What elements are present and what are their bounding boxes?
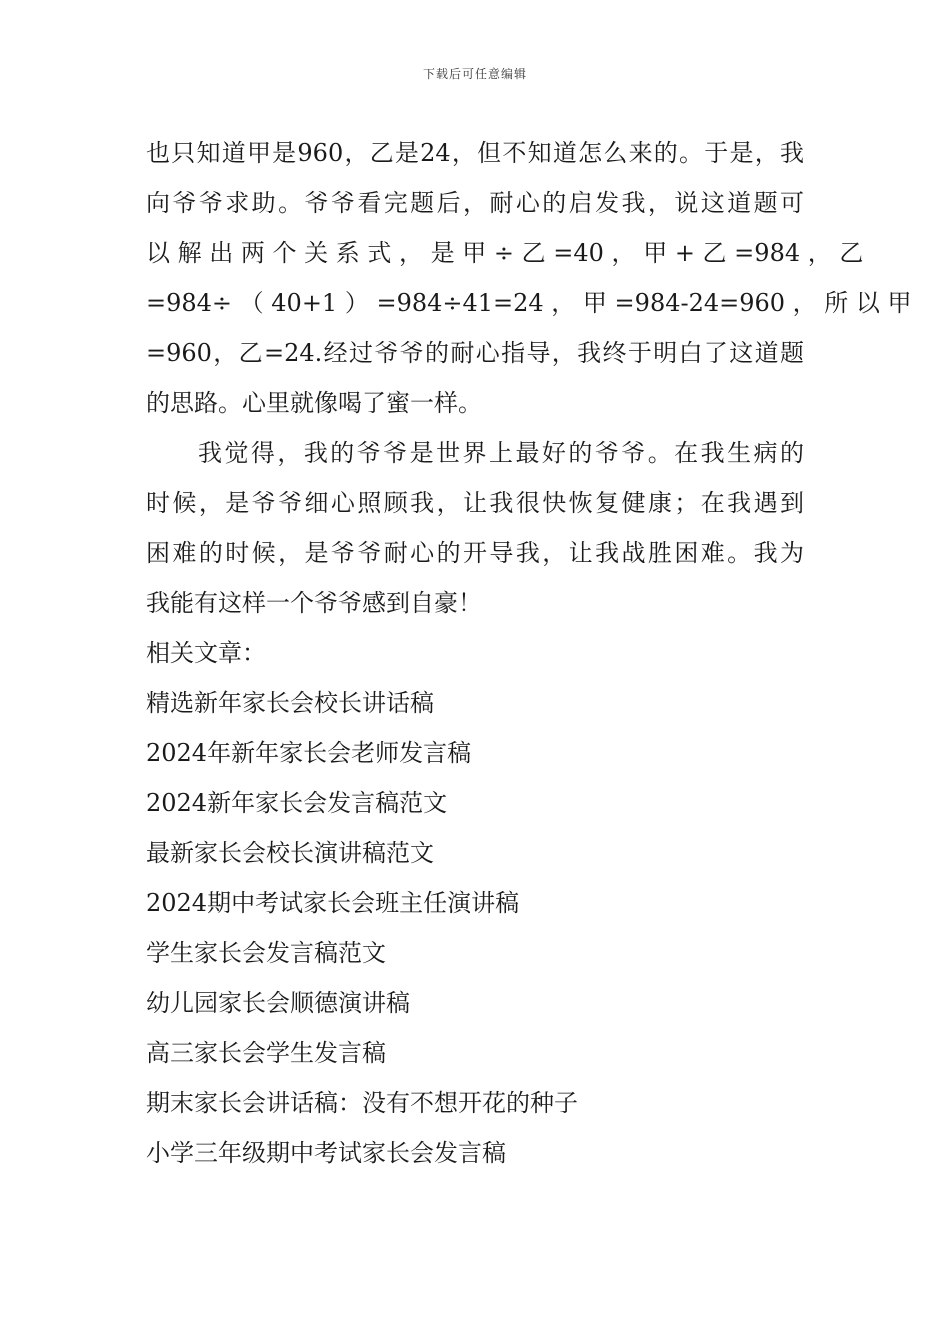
related-articles-list	[146, 678, 804, 1178]
paragraph-line: 时候，是爷爷细心照顾我，让我很快恢复健康；在我遇到	[146, 489, 804, 517]
paragraph-line: 我能有这样一个爷爷感到自豪！	[146, 589, 482, 617]
paragraph-line: =984÷ （ 40+1 ） =984÷41=24 ， 甲 =984-24=960 ， 所 以 甲	[146, 289, 912, 317]
related-articles-heading: 相关文章：	[146, 639, 266, 667]
paragraph-line: 向爷爷求助。爷爷看完题后，耐心的启发我，说这道题可	[146, 189, 804, 217]
paragraph-math-solution	[146, 128, 912, 428]
related-article-link[interactable]: 幼儿园家长会顺德演讲稿	[146, 989, 410, 1017]
paragraph-line: 也只知道甲是960，乙是24，但不知道怎么来的。于是，我	[146, 139, 804, 167]
related-article-link[interactable]: 2024新年家长会发言稿范文	[146, 789, 448, 817]
related-article-link[interactable]: 高三家长会学生发言稿	[146, 1039, 386, 1067]
paragraph-line: 以 解 出 两 个 关 系 式 ， 是 甲 ÷ 乙 =40 ， 甲 + 乙 =984 ， 乙	[146, 239, 864, 267]
related-article-link[interactable]: 学生家长会发言稿范文	[146, 939, 386, 967]
related-article-link[interactable]: 2024期中考试家长会班主任演讲稿	[146, 889, 520, 917]
paragraph-line: 困难的时候，是爷爷耐心的开导我，让我战胜困难。我为	[146, 539, 804, 567]
related-article-link[interactable]: 期末家长会讲话稿：没有不想开花的种子	[146, 1089, 578, 1117]
paragraph-line: 的思路。心里就像喝了蜜一样。	[146, 389, 482, 417]
paragraph-line: 我觉得，我的爷爷是世界上最好的爷爷。在我生病的	[198, 439, 804, 467]
document-body	[146, 128, 912, 1178]
related-article-link[interactable]: 2024年新年家长会老师发言稿	[146, 739, 472, 767]
related-article-link[interactable]: 小学三年级期中考试家长会发言稿	[146, 1139, 506, 1167]
paragraph-conclusion	[146, 428, 804, 628]
related-article-link[interactable]: 最新家长会校长演讲稿范文	[146, 839, 434, 867]
page-header-note: 下载后可任意编辑	[422, 67, 527, 81]
related-article-link[interactable]: 精选新年家长会校长讲话稿	[146, 689, 434, 717]
paragraph-line: =960，乙=24.经过爷爷的耐心指导，我终于明白了这道题	[146, 339, 804, 367]
